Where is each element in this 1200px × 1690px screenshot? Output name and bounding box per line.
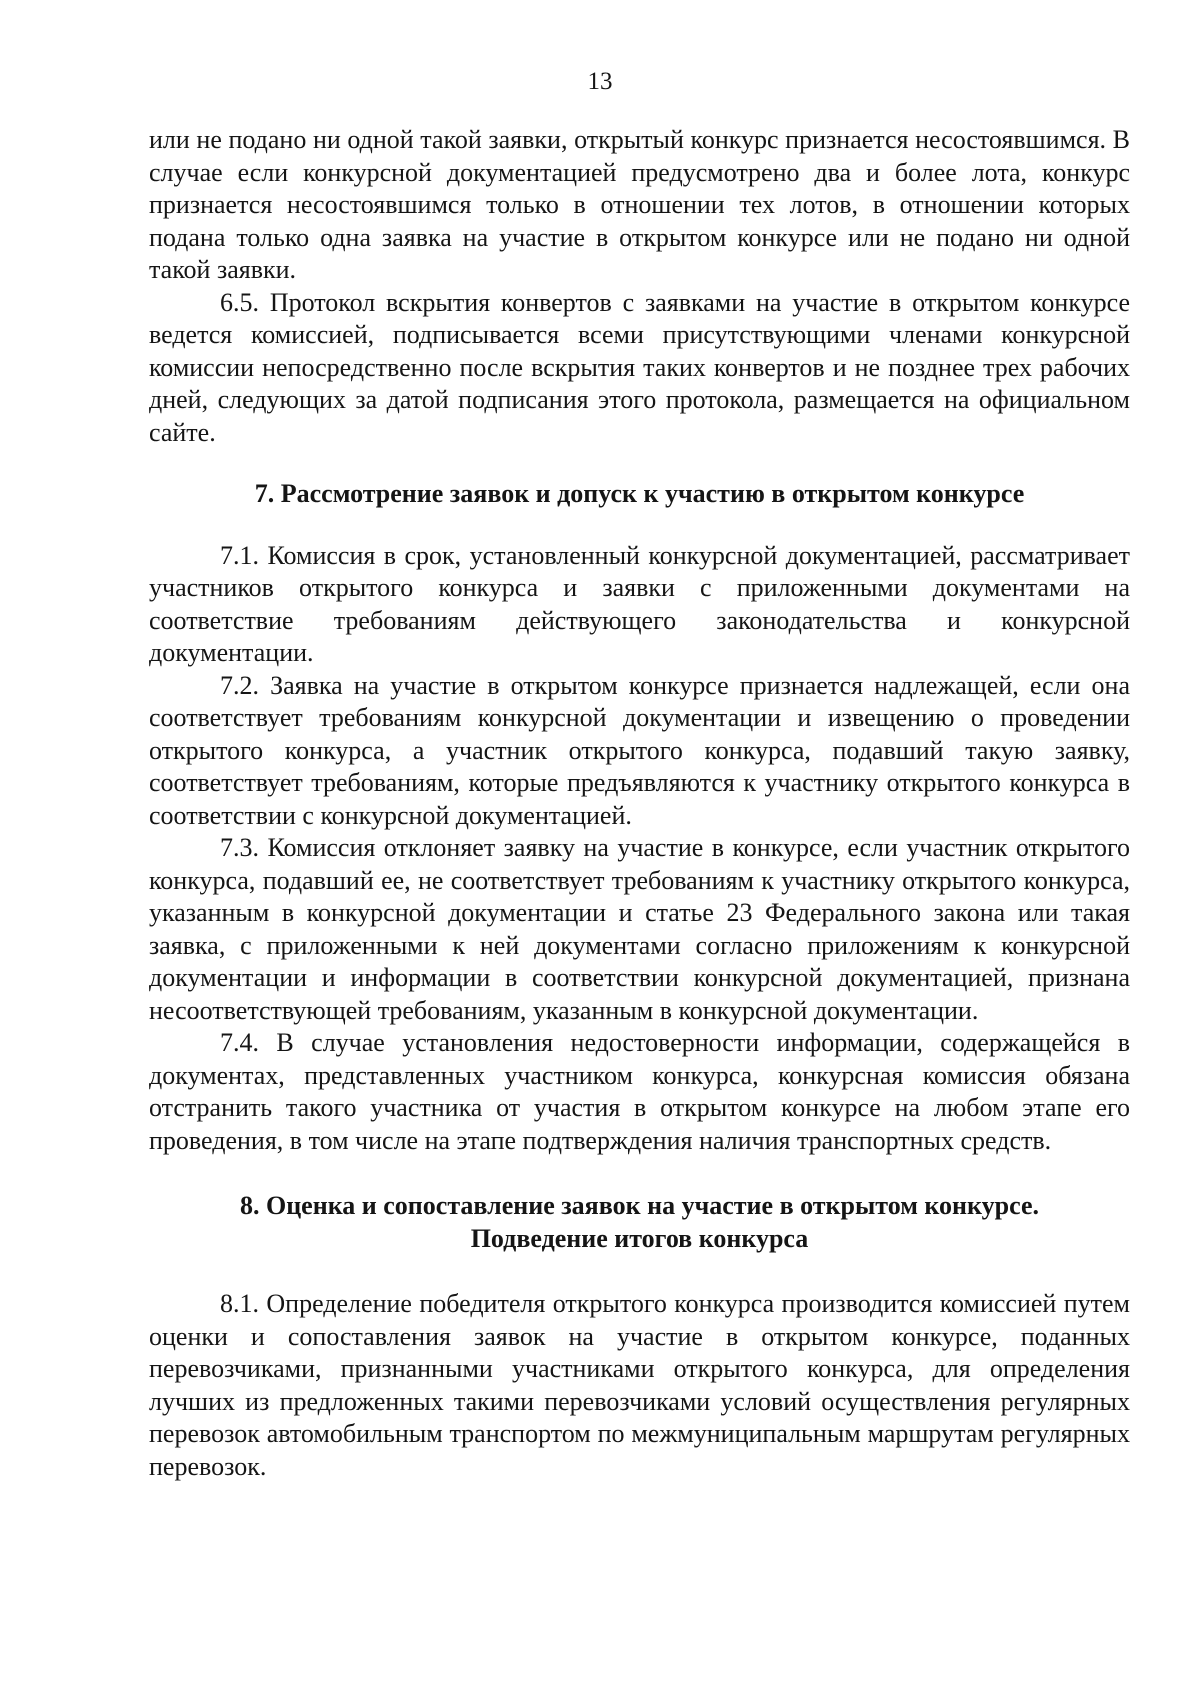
- section-7-heading: 7. Рассмотрение заявок и допуск к участию в открытом конкурсе: [254, 479, 1025, 508]
- section-8-heading: [149, 1190, 1130, 1255]
- section-8-heading-line-2: Подведение итогов конкурса: [470, 1223, 809, 1253]
- page-number: 13: [587, 68, 613, 95]
- paragraph-6-5: 6.5. Протокол вскрытия конвертов с заявками на участие в открытом конкурсе ведется комиссией, подписывается всеми присутствующими членами конкурсной комиссии непосредственно после вскрытия таких конвертов и не позднее трех рабочих дней, следующих за датой подписания этого протокола, размещается на официальном сайте.: [149, 287, 1130, 447]
- document-body: [149, 124, 1130, 1483]
- paragraph-continuation: или не подано ни одной такой заявки, открытый конкурс признается несостоявшимся. В случае если конкурсной документацией предусмотрено два и более лота, конкурс признается несостоявшимся только в отношении тех лотов, в отношении которых подана только одна заявка на участие в открытом конкурсе или не подано ни одной такой заявки.: [149, 125, 1130, 284]
- section-8-heading-line-1: 8. Оценка и сопоставление заявок на участие в открытом конкурсе.: [239, 1191, 1040, 1220]
- paragraph-7-1: 7.1. Комиссия в срок, установленный конкурсной документацией, рассматривает участников открытого конкурса и заявки с приложенными документами на соответствие требованиям действующего законодательства и конкурсной документации.: [149, 540, 1130, 667]
- paragraph-7-4: 7.4. В случае установления недостоверности информации, содержащейся в документах, представленных участником конкурса, конкурсная комиссия обязана отстранить такого участника от участия в открытом конкурсе на любом этапе его проведения, в том числе на этапе подтверждения наличия транспортных средств.: [149, 1028, 1130, 1155]
- paragraph-7-3: 7.3. Комиссия отклоняет заявку на участие в конкурсе, если участник открытого конкурса, подавший ее, не соответствует требованиям к участнику открытого конкурса, указанным в конкурсной документации и статье 23 Федерального закона или такая заявка, с приложенными к ней документами согласно приложениям к конкурсной документации и информации в соответствии конкурсной документацией, признана несоответствующей требованиям, указанным в конкурсной документации.: [149, 833, 1130, 1025]
- paragraph-7-2: 7.2. Заявка на участие в открытом конкурсе признается надлежащей, если она соответствует требованиям конкурсной документации и извещению о проведении открытого конкурса, а участник открытого конкурса, подавший такую заявку, соответствует требованиям, которые предъявляются к участнику открытого конкурса в соответствии с конкурсной документацией.: [149, 670, 1130, 830]
- paragraph-8-1: 8.1. Определение победителя открытого конкурса производится комиссией путем оценки и сопоставления заявок на участие в открытом конкурсе, поданных перевозчиками, признанными участниками открытого конкурса, для определения лучших из предложенных такими перевозчиками условий осуществления регулярных перевозок автомобильным транспортом по межмуниципальным маршрутам регулярных перевозок.: [149, 1289, 1130, 1481]
